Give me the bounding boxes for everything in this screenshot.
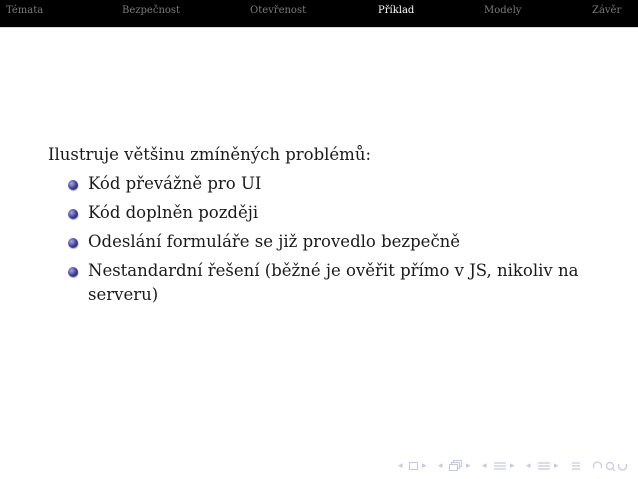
section-next-arrow-icon[interactable]: ▸ (554, 461, 559, 471)
bullet-list (48, 172, 608, 307)
list-item (48, 230, 608, 254)
bullet-ball-icon (68, 180, 78, 190)
nav-item-zaver[interactable]: Závěr (592, 5, 622, 16)
list-item (48, 259, 608, 307)
section-navigation-bar (0, 0, 638, 27)
slide-intro-text: Ilustruje většinu zmíněných problémů: (48, 145, 372, 164)
nav-item-otevrenost[interactable]: Otevřenost (250, 5, 307, 16)
subsection-next-arrow-icon[interactable]: ▸ (466, 461, 471, 471)
bullet-ball-icon (68, 267, 78, 277)
search-icon[interactable] (592, 459, 628, 473)
section-icon[interactable] (536, 459, 552, 473)
subsection-prev-arrow-icon[interactable]: ◂ (438, 461, 443, 471)
nav-item-bezpecnost[interactable]: Bezpečnost (122, 5, 181, 16)
list-item-text: Nestandardní řešení (běžné je ověřit přímo v JS, nikoliv na serveru) (88, 261, 579, 304)
section-icon[interactable] (492, 459, 508, 473)
list-item-text: Kód převážně pro UI (88, 174, 262, 193)
nav-divider (0, 27, 638, 28)
frame-next-arrow-icon[interactable]: ▸ (422, 461, 427, 471)
list-item-text: Odeslání formuláře se již provedlo bezpečně (88, 232, 461, 251)
nav-item-temata[interactable]: Témata (6, 5, 44, 16)
list-item (48, 201, 608, 225)
frame-icon[interactable] (408, 459, 420, 473)
section-prev-arrow-icon[interactable]: ◂ (482, 461, 487, 471)
section-prev-arrow-icon[interactable]: ◂ (526, 461, 531, 471)
bullet-ball-icon (68, 238, 78, 248)
list-item-text: Kód doplněn později (88, 203, 259, 222)
frame-prev-arrow-icon[interactable]: ◂ (398, 461, 403, 471)
nav-item-priklad[interactable]: Příklad (378, 5, 415, 16)
bullet-ball-icon (68, 209, 78, 219)
document-icon[interactable] (570, 459, 582, 473)
subsection-icon[interactable] (448, 459, 464, 473)
section-next-arrow-icon[interactable]: ▸ (510, 461, 515, 471)
slide-content (48, 143, 608, 312)
nav-item-modely[interactable]: Modely (484, 5, 522, 16)
list-item (48, 172, 608, 196)
